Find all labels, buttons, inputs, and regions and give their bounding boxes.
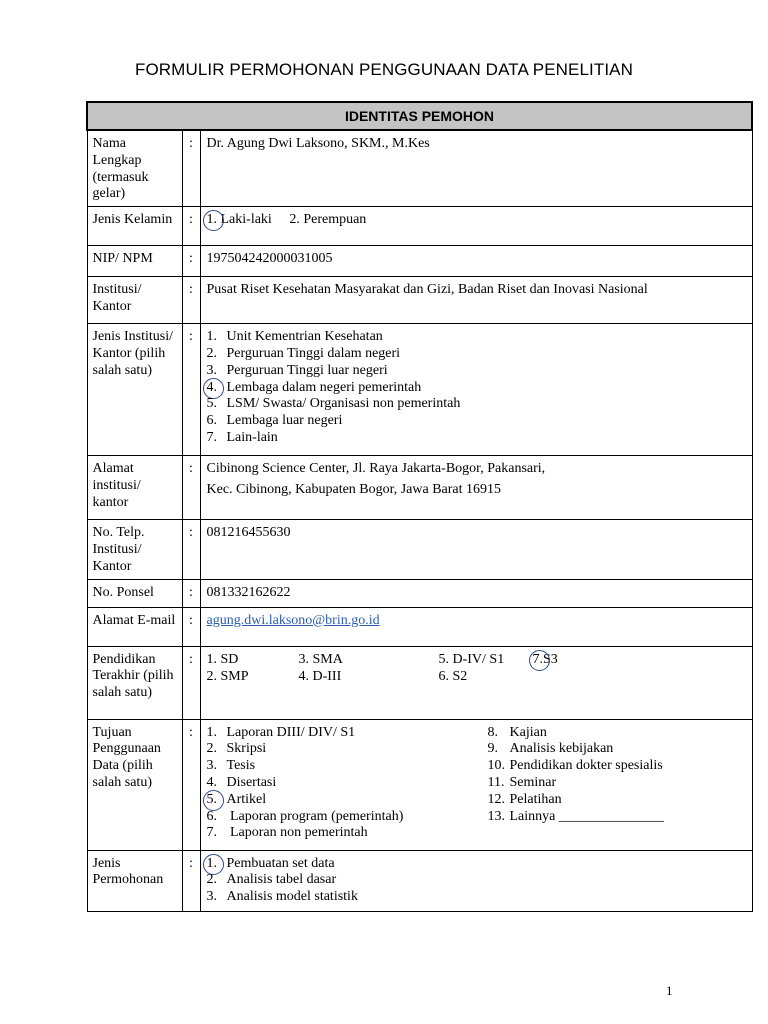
request-type-option[interactable] — [207, 889, 748, 906]
applicant-identity-table — [86, 101, 753, 912]
option-label: Pendidikan dokter spesialis — [509, 758, 663, 774]
option-label: D-III — [312, 668, 342, 684]
label-nip: NIP/ NPM — [87, 246, 182, 277]
label-pendidikan: Pendidikan Terakhir (pilih salah satu) — [87, 646, 182, 719]
colon: : — [182, 520, 200, 579]
option-number: 7. — [532, 651, 543, 667]
value-pendidikan — [200, 646, 752, 719]
education-option-selected[interactable] — [533, 652, 558, 669]
institution-type-option[interactable] — [207, 396, 748, 413]
value-alamat — [200, 456, 752, 520]
colon: : — [182, 646, 200, 719]
purpose-option[interactable] — [207, 741, 748, 758]
colon: : — [182, 207, 200, 246]
option-number: 9. — [487, 741, 498, 757]
option-label: Lainnya _______________ — [509, 808, 664, 824]
label-tujuan: Tujuan Penggunaan Data (pilih salah satu) — [87, 719, 182, 850]
gender-option-1-number[interactable]: 1. — [206, 212, 217, 228]
colon: : — [182, 850, 200, 911]
value-institusi: Pusat Riset Kesehatan Masyarakat dan Gizi, Badan Riset dan Inovasi Nasional — [200, 277, 752, 324]
option-label: Analisis model statistik — [226, 889, 358, 905]
option-label: D-IV/ S1 — [452, 651, 505, 667]
label-telp: No. Telp. Institusi/ Kantor — [87, 520, 182, 579]
row-nip — [87, 246, 752, 277]
option-number: 2. — [206, 872, 217, 888]
option-label: Analisis kebijakan — [509, 741, 614, 757]
value-nip: 197504242000031005 — [200, 246, 752, 277]
option-number: 6. — [438, 668, 449, 684]
option-label: Laporan non pemerintah — [230, 825, 368, 841]
page-number: 1 — [666, 983, 673, 998]
row-institusi — [87, 277, 752, 324]
option-label: Laporan program (pemerintah) — [230, 808, 404, 824]
row-nama — [87, 130, 752, 207]
colon: : — [182, 324, 200, 456]
option-number: 3. — [206, 889, 217, 905]
option-number: 3. — [206, 362, 217, 378]
option-label: Seminar — [509, 774, 557, 790]
gender-option-1-label: Laki-laki — [220, 212, 272, 228]
education-option[interactable] — [439, 669, 468, 686]
request-type-option[interactable] — [207, 872, 748, 889]
address-line-2: Kec. Cibinong, Kabupaten Bogor, Jawa Barat 16915 — [206, 481, 502, 497]
option-number: 5. — [206, 396, 217, 412]
colon: : — [182, 130, 200, 207]
option-number: 7. — [206, 825, 217, 841]
value-ponsel: 081332162622 — [200, 579, 752, 607]
gender-option-2-number[interactable]: 2. — [289, 212, 300, 228]
label-alamat: Alamat institusi/ kantor — [87, 456, 182, 520]
colon: : — [182, 719, 200, 850]
option-label: Analisis tabel dasar — [226, 872, 337, 888]
option-number: 2. — [206, 345, 217, 361]
institution-type-option[interactable] — [207, 329, 748, 346]
option-label: SMA — [312, 651, 343, 667]
purpose-option[interactable] — [488, 725, 664, 742]
row-alamat — [87, 456, 752, 520]
colon: : — [182, 277, 200, 324]
institution-type-option[interactable] — [207, 413, 748, 430]
purpose-option[interactable] — [207, 725, 748, 742]
purpose-option[interactable] — [488, 758, 664, 775]
option-label: SD — [220, 651, 239, 667]
value-jenis-permohonan — [200, 850, 752, 911]
label-jenis-permohonan: Jenis Permohonan — [87, 850, 182, 911]
address-line-1: Cibinong Science Center, Jl. Raya Jakarta-Bogor, Pakansari, — [206, 461, 546, 477]
option-label: Pembuatan set data — [226, 855, 335, 871]
education-option[interactable] — [439, 652, 505, 669]
option-number: 1. — [206, 724, 217, 740]
value-jenis-kelamin — [200, 207, 752, 246]
row-telp — [87, 520, 752, 579]
option-number: 4. — [206, 774, 217, 790]
value-jenis-institusi — [200, 324, 752, 456]
option-number: 6. — [206, 808, 217, 824]
row-jenis-kelamin — [87, 207, 752, 246]
institution-type-option[interactable] — [207, 430, 748, 447]
row-ponsel — [87, 579, 752, 607]
option-label: S3 — [543, 651, 558, 667]
option-number: 1. — [206, 329, 217, 345]
row-jenis-permohonan — [87, 850, 752, 911]
label-jenis-institusi: Jenis Institusi/ Kantor (pilih salah satu) — [87, 324, 182, 456]
colon: : — [182, 579, 200, 607]
label-institusi: Institusi/ Kantor — [87, 277, 182, 324]
option-label: SMP — [220, 668, 249, 684]
label-email: Alamat E-mail — [87, 607, 182, 646]
option-number: 3. — [206, 758, 217, 774]
option-label: Disertasi — [226, 774, 277, 790]
option-number: 3. — [298, 651, 309, 667]
purpose-option[interactable] — [207, 825, 748, 842]
option-number: 7. — [206, 429, 217, 445]
institution-type-option-selected[interactable] — [207, 380, 748, 397]
row-pendidikan — [87, 646, 752, 719]
colon: : — [182, 607, 200, 646]
option-label: Lain-lain — [226, 429, 278, 445]
option-label: Tesis — [226, 758, 256, 774]
option-number: 1. — [206, 651, 217, 667]
purpose-option[interactable] — [488, 792, 664, 809]
purpose-option[interactable] — [488, 809, 664, 826]
option-number: 12. — [487, 791, 505, 807]
option-number: 2. — [206, 668, 217, 684]
option-label: Perguruan Tinggi dalam negeri — [226, 345, 401, 361]
purpose-option[interactable] — [207, 758, 748, 775]
value-telp: 081216455630 — [200, 520, 752, 579]
purpose-option[interactable] — [488, 741, 664, 758]
option-label: Skripsi — [226, 741, 267, 757]
value-nama: Dr. Agung Dwi Laksono, SKM., M.Kes — [200, 130, 752, 207]
option-label: Lembaga dalam negeri pemerintah — [226, 379, 422, 395]
row-tujuan — [87, 719, 752, 850]
email-link[interactable]: agung.dwi.laksono@brin.go.id — [206, 612, 380, 628]
option-number: 5. — [207, 792, 227, 809]
colon: : — [182, 246, 200, 277]
option-number: 13. — [487, 808, 505, 824]
request-type-option-selected[interactable] — [207, 856, 748, 873]
label-jenis-kelamin: Jenis Kelamin — [87, 207, 182, 246]
education-option[interactable] — [299, 652, 343, 669]
row-email — [87, 607, 752, 646]
institution-type-option[interactable] — [207, 363, 748, 380]
education-option[interactable] — [207, 669, 249, 686]
colon: : — [182, 456, 200, 520]
option-number: 4. — [298, 668, 309, 684]
label-nama: Nama Lengkap (termasuk gelar) — [87, 130, 182, 207]
row-jenis-institusi — [87, 324, 752, 456]
purpose-option-selected[interactable] — [207, 792, 748, 809]
value-tujuan — [200, 719, 752, 850]
option-label: Kajian — [509, 724, 547, 740]
section-header: IDENTITAS PEMOHON — [87, 102, 752, 130]
option-label: S2 — [452, 668, 468, 684]
education-option[interactable] — [207, 652, 239, 669]
option-number: 5. — [438, 651, 449, 667]
option-number: 11. — [487, 774, 505, 790]
option-label: Pelatihan — [509, 791, 562, 807]
gender-option-2-label: Perempuan — [303, 212, 367, 228]
option-number: 6. — [206, 413, 217, 429]
option-number: 4. — [207, 380, 227, 397]
option-number: 10. — [487, 758, 505, 774]
option-label: Laporan DIII/ DIV/ S1 — [226, 724, 356, 740]
option-label: Perguruan Tinggi luar negeri — [226, 362, 388, 378]
label-ponsel: No. Ponsel — [87, 579, 182, 607]
purpose-option[interactable] — [488, 775, 664, 792]
option-number: 1. — [207, 856, 227, 873]
value-email — [200, 607, 752, 646]
education-option[interactable] — [299, 669, 342, 686]
purpose-option[interactable] — [207, 775, 748, 792]
option-label: Unit Kementrian Kesehatan — [226, 329, 383, 345]
option-label: Artikel — [226, 791, 267, 807]
option-label: Lembaga luar negeri — [226, 413, 343, 429]
option-number: 2. — [206, 741, 217, 757]
option-number: 8. — [487, 724, 498, 740]
option-label: LSM/ Swasta/ Organisasi non pemerintah — [226, 396, 461, 412]
document-title: FORMULIR PERMOHONAN PENGGUNAAN DATA PENELITIAN — [135, 60, 633, 79]
institution-type-option[interactable] — [207, 346, 748, 363]
purpose-option[interactable] — [207, 809, 748, 826]
